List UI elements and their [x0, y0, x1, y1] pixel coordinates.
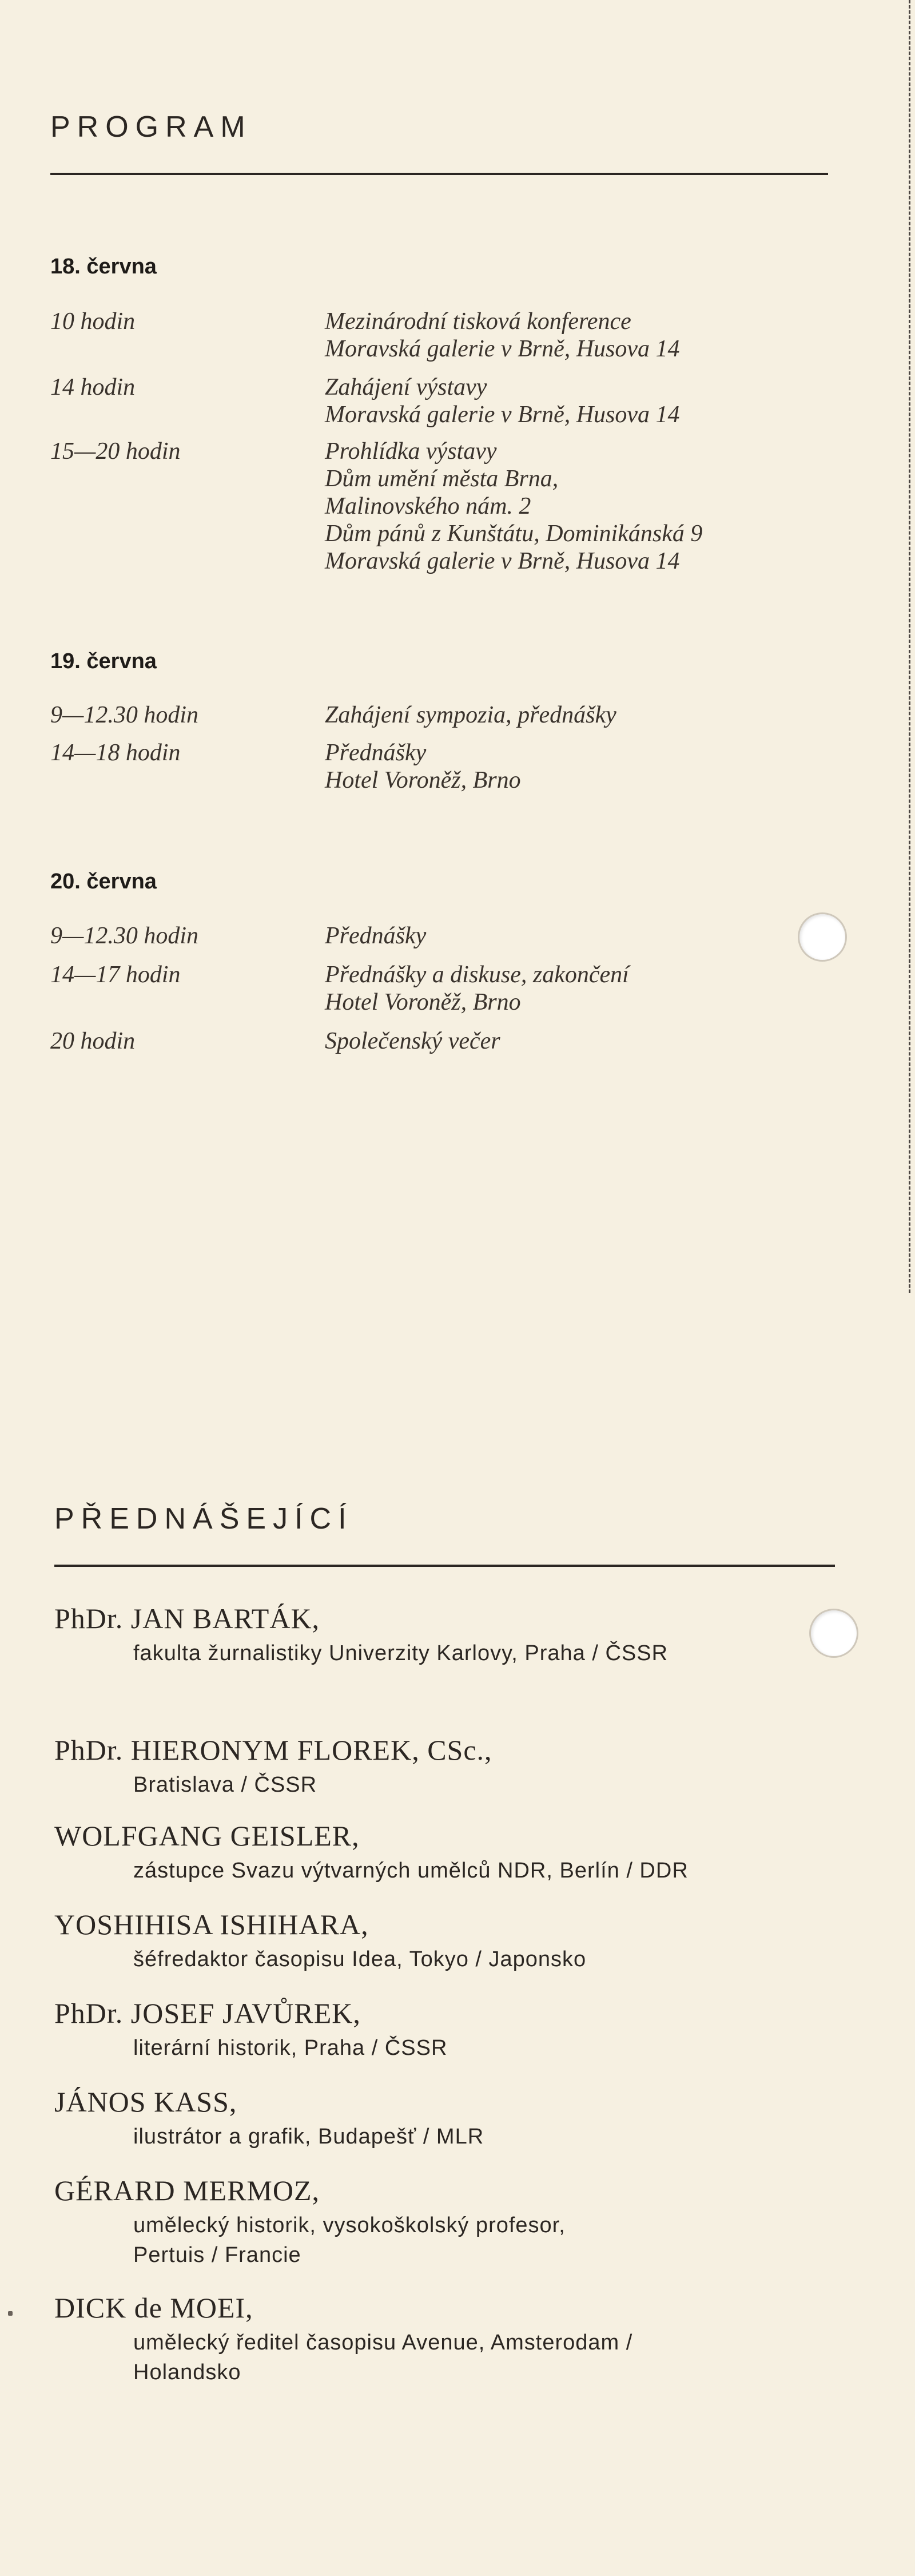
speaker-name: DICK de MOEI,: [54, 2292, 253, 2324]
entry-time: 14—18 hodin: [50, 740, 181, 766]
entry-time: 20 hodin: [50, 1028, 136, 1054]
entry-description: Prohlídka výstavy Dům umění města Brna, Malinovského nám. 2 Dům pánů z Kunštátu, Dominikánská 9 Moravská galerie v Brně, Husova 14: [325, 438, 703, 574]
speaker-affiliation: fakulta žurnalistiky Univerzity Karlovy, Praha / ČSSR: [133, 1641, 669, 1665]
speaker-name: YOSHIHISA ISHIHARA,: [54, 1908, 369, 1940]
entry-time: 15—20 hodin: [50, 438, 181, 465]
speaker-item: [54, 1733, 866, 1800]
day-heading: 19. června: [50, 649, 157, 673]
speakers-divider: [54, 1565, 835, 1567]
speaker-item: [54, 1819, 866, 1886]
entry-description: Mezinárodní tisková konference Moravská galerie v Brně, Husova 14: [325, 308, 680, 362]
speaker-item: [54, 1997, 866, 2063]
entry-description: Přednášky Hotel Voroněž, Brno: [325, 740, 521, 793]
entry-time: 9—12.30 hodin: [50, 702, 199, 728]
speaker-name: JÁNOS KASS,: [54, 2086, 237, 2118]
speaker-affiliation: ilustrátor a grafik, Budapešť / MLR: [133, 2125, 484, 2149]
speaker-item: [54, 1908, 866, 1974]
perforation-line: [909, 0, 910, 1293]
entry-time: 9—12.30 hodin: [50, 923, 199, 949]
entry-description: Přednášky a diskuse, zakončení Hotel Voroněž, Brno: [325, 962, 629, 1015]
speaker-affiliation: literární historik, Praha / ČSSR: [133, 2036, 448, 2060]
entry-description: Zahájení sympozia, přednášky: [325, 702, 616, 728]
print-mark: [8, 2311, 13, 2316]
entry-description: Přednášky: [325, 923, 427, 949]
day-heading: 20. června: [50, 870, 157, 894]
entry-time: 10 hodin: [50, 308, 136, 335]
entry-description: Společenský večer: [325, 1028, 500, 1054]
speaker-affiliation: šéfredaktor časopisu Idea, Tokyo / Japonsko: [133, 1947, 587, 1971]
entry-time: 14 hodin: [50, 374, 136, 400]
speaker-name: GÉRARD MERMOZ,: [54, 2174, 320, 2206]
day-heading: 18. června: [50, 255, 157, 279]
speaker-name: PhDr. JAN BARTÁK,: [54, 1602, 320, 1634]
program-divider: [50, 173, 828, 175]
speaker-name: PhDr. JOSEF JAVŮREK,: [54, 1997, 361, 2029]
speaker-item: [54, 2085, 866, 2152]
entry-time: 14—17 hodin: [50, 962, 181, 988]
speakers-heading: PŘEDNÁŠEJÍCÍ: [54, 1502, 353, 1535]
speaker-name: WOLFGANG GEISLER,: [54, 1820, 360, 1852]
speaker-affiliation: umělecký ředitel časopisu Avenue, Amsterodam / Holandsko: [133, 2331, 633, 2384]
speaker-item: [54, 1602, 866, 1668]
speaker-affiliation: zástupce Svazu výtvarných umělců NDR, Berlín / DDR: [133, 1859, 689, 1883]
entry-description: Zahájení výstavy Moravská galerie v Brně, Husova 14: [325, 374, 680, 428]
speaker-name: PhDr. HIERONYM FLOREK, CSc.,: [54, 1734, 492, 1766]
speaker-item: [54, 2291, 866, 2387]
speaker-affiliation: umělecký historik, vysokoškolský profesor, Pertuis / Francie: [133, 2213, 566, 2267]
speaker-affiliation: Bratislava / ČSSR: [133, 1773, 317, 1797]
program-heading: PROGRAM: [50, 110, 252, 144]
speaker-item: [54, 2174, 866, 2270]
